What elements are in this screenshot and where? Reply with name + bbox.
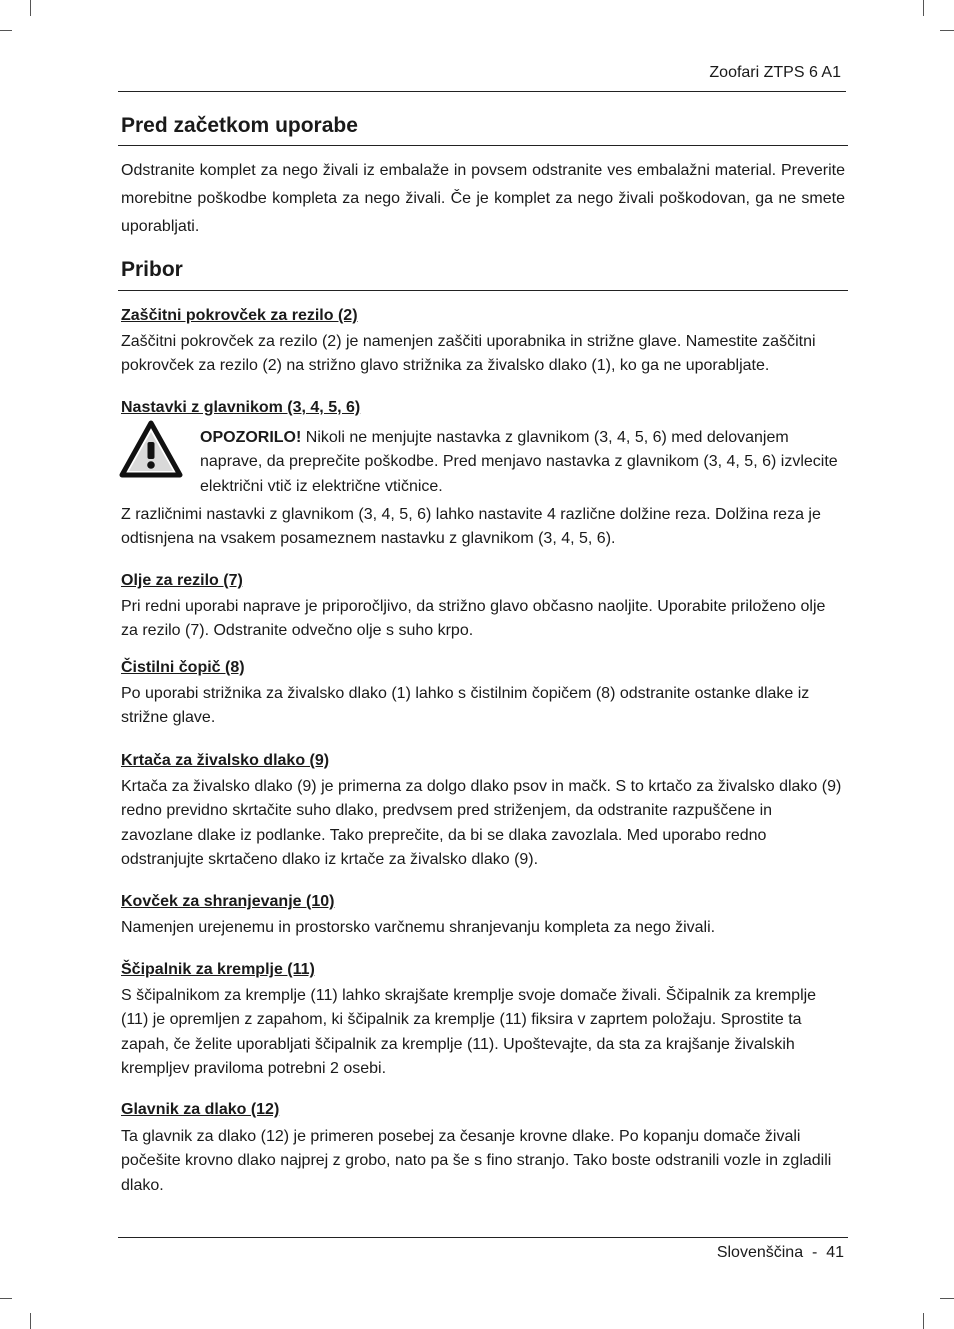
- warning-text: Nikoli ne menjujte nastavka z glavnikom (3, 4, 5, 6) med delovanjem naprave, da preprečite poškodbe. Pred menjavo nastavka z glavnikom (3, 4, 5, 6) izvlecite električni vtič iz električne vtičnice.: [200, 429, 838, 495]
- paragraph-comb-attachments: Z različnimi nastavki z glavnikom (3, 4, 5, 6) lahko nastavite 4 različne dolžine reza. Dolžina reza je odtisnjena na vsakem posameznem nastavku z glavnikom (3, 4, 5, 6).: [121, 506, 821, 548]
- section-title-accessories: Pribor: [121, 258, 183, 281]
- subheading-hair-comb: Glavnik za dlako (12): [121, 1101, 280, 1118]
- footer-separator: -: [811, 1244, 818, 1261]
- crop-mark: [30, 1313, 31, 1329]
- paragraph-hair-comb: Ta glavnik za dlako (12) je primeren posebej za česanje krovne dlake. Po kopanju domače živali počešite krovno dlako najprej z grobo, nato pa še s fino stranjo. Tako boste odstranili vozle in zgladili dlako.: [121, 1128, 832, 1194]
- crop-mark: [0, 30, 12, 31]
- warning-triangle-icon: [119, 420, 183, 478]
- crop-mark: [923, 0, 924, 16]
- paragraph-blade-oil: Pri redni uporabi naprave je priporočljivo, da strižno glavo občasno naoljite. Uporabite priloženo olje za rezilo (7). Odstranite odvečno olje s suho krpo.: [121, 598, 826, 640]
- footer-divider: [118, 1237, 848, 1238]
- subheading-blade-cover: Zaščitni pokrovček za rezilo (2): [121, 307, 358, 324]
- crop-mark: [940, 1298, 954, 1299]
- footer-language: Slovenščina: [716, 1244, 804, 1261]
- subheading-comb-attachments: Nastavki z glavnikom (3, 4, 5, 6): [121, 399, 361, 416]
- subheading-claw-clipper: Ščipalnik za kremplje (11): [121, 961, 315, 978]
- paragraph-pet-hair-brush: Krtača za živalsko dlako (9) je primerna za dolgo dlako psov in mačk. S to krtačo za živalsko dlako (9) redno previdno skrtačite suho dlako, predvsem pred striženjem, da odstranite razpuščene in zavozlane dlake iz podlanke. Tako preprečite, da bi se dlaka zavozlala. Med uporabo redno odstranjujte skrtačeno dlako iz krtače za živalsko dlako (9).: [121, 778, 842, 868]
- paragraph-cleaning-brush: Po uporabi strižnika za živalsko dlako (1) lahko s čistilnim čopičem (8) odstranite ostanke dlake iz strižne glave.: [121, 685, 810, 727]
- warning-note: [200, 426, 840, 499]
- paragraph-blade-cover: Zaščitni pokrovček za rezilo (2) je namenjen zaščiti uporabnika in strižne glave. Namestite zaščitni pokrovček za rezilo (2) na strižno glavo strižnika za živalsko dlako (1), ko ga ne uporabljate.: [121, 333, 816, 375]
- header-product-name: Zoofari ZTPS 6 A1: [709, 64, 841, 81]
- subheading-cleaning-brush: Čistilni čopič (8): [121, 659, 245, 676]
- paragraph-storage-case: Namenjen urejenemu in prostorsko varčnemu shranjevanju kompleta za nego živali.: [121, 919, 716, 936]
- section-divider: [118, 145, 848, 146]
- crop-mark: [940, 30, 954, 31]
- subheading-blade-oil: Olje za rezilo (7): [121, 572, 243, 589]
- section-divider: [118, 290, 848, 291]
- crop-mark: [923, 1313, 924, 1329]
- footer: [717, 1244, 844, 1262]
- paragraph-claw-clipper: S ščipalnikom za kremplje (11) lahko skrajšate kremplje svoje domače živali. Ščipalnik za kremplje (11) je opremljen z zapahom, ki ščipalnik za kremplje (11) fiksira v zaprtem položaju. Sprostite ta zapah, če želite uporabljati ščipalnik za kremplje (11). Upoštevajte, da sta za krajšanje živalskih krempljev praviloma potrebni 2 osebi.: [121, 987, 817, 1077]
- header-divider: [118, 91, 846, 92]
- warning-label: OPOZORILO!: [200, 429, 302, 446]
- subheading-pet-hair-brush: Krtača za živalsko dlako (9): [121, 752, 330, 769]
- crop-mark: [0, 1298, 12, 1299]
- subheading-storage-case: Kovček za shranjevanje (10): [121, 893, 335, 910]
- page-number: 41: [826, 1244, 844, 1261]
- section-body-before-use: Odstranite komplet za nego živali iz embalaže in povsem odstranite ves embalažni material. Preverite morebitne poškodbe kompleta za nego živali. Če je komplet za nego živali poškodovan, ga ne smete uporabljati.: [121, 162, 845, 235]
- section-title-before-use: Pred začetkom uporabe: [121, 114, 358, 137]
- crop-mark: [30, 0, 31, 16]
